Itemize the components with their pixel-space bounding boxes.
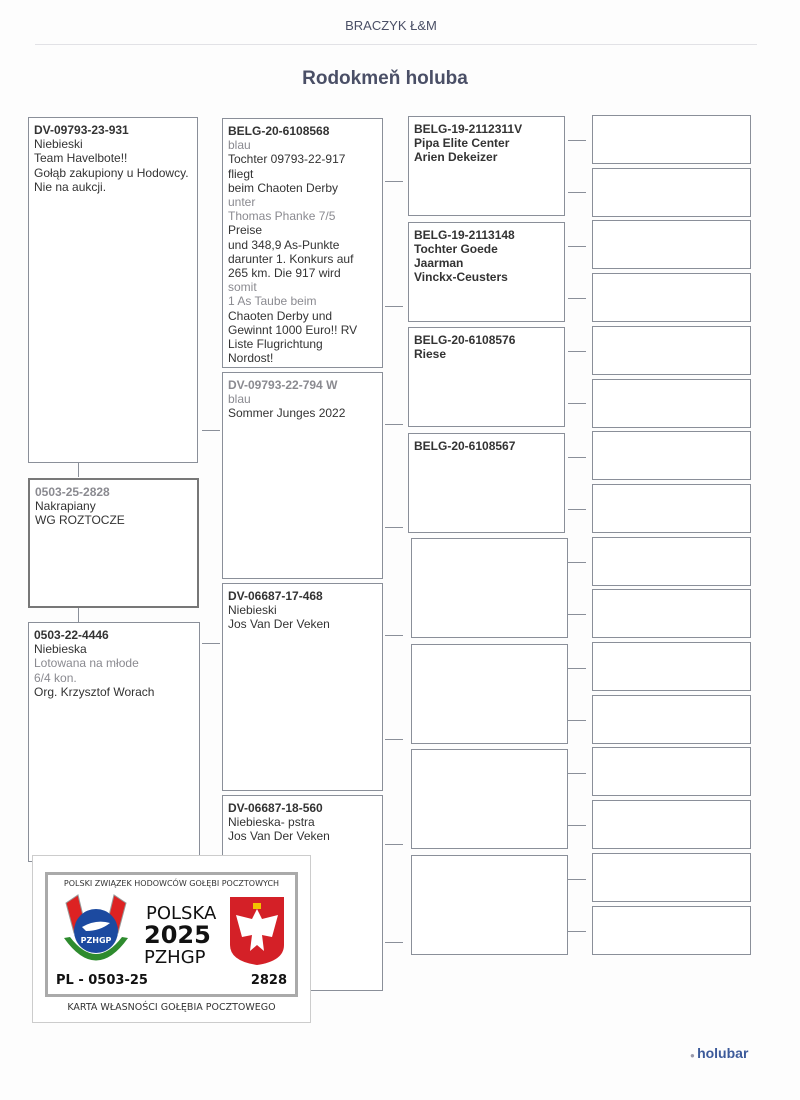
page-title: Rodokmeň holuba	[302, 68, 468, 89]
pigeon-info-line: Riese	[414, 347, 447, 362]
ancestor-box-empty	[592, 906, 751, 955]
polish-eagle-emblem-icon	[228, 895, 286, 967]
connector	[568, 879, 586, 880]
pigeon-info-line: Liste Flugrichtung	[228, 337, 323, 352]
ring-number: DV-06687-18-560	[228, 801, 323, 815]
grandparent-box	[222, 118, 383, 368]
pigeon-info-line: unter	[228, 195, 256, 210]
pigeon-info-line: Tochter Goede	[414, 241, 498, 256]
connector	[385, 527, 403, 528]
pigeon-info-line: blau	[228, 138, 251, 153]
connector	[385, 635, 403, 636]
pigeon-info-line: Nordost!	[228, 351, 274, 366]
pigeon-info-line: Niebieska- pstra	[228, 815, 315, 830]
pigeon-info-line: darunter 1. Konkurs auf	[228, 251, 354, 266]
ancestor-box-empty	[592, 537, 751, 586]
pigeon-info-line: Pipa Elite Center	[414, 136, 510, 151]
great-grandparent-box	[411, 855, 568, 955]
ancestor-box-empty	[592, 589, 751, 638]
pigeon-info-line: Niebieski	[34, 137, 83, 152]
ownership-card	[32, 855, 311, 1023]
svg-text:PZHGP: PZHGP	[80, 936, 112, 945]
pigeon-info-line: Preise	[228, 223, 263, 238]
dam-box	[28, 622, 200, 862]
ancestor-box-empty	[592, 853, 751, 902]
pigeon-info-line: fliegt	[228, 166, 254, 181]
connector	[568, 773, 586, 774]
connector	[385, 739, 403, 740]
pigeon-info-line: 265 km. Die 917 wird	[228, 266, 341, 281]
ring-number: 0503-25-2828	[35, 485, 110, 499]
pigeon-info-line: WG ROZTOCZE	[35, 513, 125, 528]
pigeon-info-line: Jaarman	[414, 255, 464, 270]
pigeon-info-line: Lotowana na młode	[34, 656, 139, 671]
card-union: PZHGP	[144, 947, 206, 968]
connector	[385, 942, 403, 943]
pigeon-info-line: Vinckx-Ceusters	[414, 270, 508, 285]
pigeon-info-line: Nakrapiany	[35, 499, 96, 514]
ancestor-box-empty	[592, 220, 751, 269]
pigeon-info-line: und 348,9 As-Punkte	[228, 237, 340, 252]
card-org: POLSKI ZWIĄZEK HODOWCÓW GOŁĘBI POCZTOWYCH	[63, 879, 280, 888]
connector	[568, 931, 586, 932]
ancestor-box-empty	[592, 168, 751, 217]
grandparent-box	[222, 583, 383, 791]
owner-header: BRACZYK Ł&M	[345, 18, 437, 33]
pigeon-info-line: Gołąb zakupiony u Hodowcy. Nie na aukcji.	[34, 165, 189, 194]
connector	[568, 614, 586, 615]
connector	[568, 298, 586, 299]
ring-number: BELG-19-2112311V	[414, 122, 523, 136]
connector	[568, 457, 586, 458]
pigeon-info-line: Org. Krzysztof Worach	[34, 684, 155, 699]
great-grandparent-box	[411, 538, 568, 638]
ancestor-box-empty	[592, 642, 751, 691]
ancestor-box-empty	[592, 115, 751, 164]
connector	[78, 463, 79, 477]
pigeon-info-line: Jos Van Der Veken	[228, 829, 330, 844]
connector	[385, 306, 403, 307]
pigeon-info-line: Tochter 09793-22-917	[228, 152, 346, 167]
pigeon-info-line: 1 As Taube beim	[228, 294, 317, 309]
pigeon-info-line: Niebieska	[34, 642, 87, 657]
ring-number: DV-06687-17-468	[228, 589, 323, 603]
card-ring-number: 2828	[250, 973, 287, 988]
ring-number: 0503-22-4446	[34, 628, 109, 642]
card-country: POLSKA	[146, 903, 217, 924]
ring-number: BELG-19-2113148	[414, 227, 515, 242]
pigeon-info-line: Sommer Junges 2022	[228, 406, 346, 421]
connector	[385, 181, 403, 182]
connector	[568, 192, 586, 193]
ring-number: BELG-20-6108568	[228, 124, 330, 138]
connector	[568, 246, 586, 247]
ancestor-box-empty	[592, 747, 751, 796]
great-grandparent-box	[411, 749, 568, 849]
pigeon-info-line: Team Havelbote!!	[34, 151, 128, 166]
connector	[568, 720, 586, 721]
subject-box	[28, 478, 199, 608]
pigeon-info-line: beim Chaoten Derby	[228, 180, 339, 195]
card-ring-prefix: PL - 0503-25	[56, 973, 148, 988]
pigeon-info-line: Thomas Phanke 7/5	[228, 209, 336, 224]
pigeon-info-line: Niebieski	[228, 603, 277, 618]
connector	[568, 668, 586, 669]
card-year: 2025	[144, 921, 211, 949]
divider	[35, 44, 757, 45]
connector	[568, 403, 586, 404]
ancestor-box-empty	[592, 431, 751, 480]
pigeon-info-line: blau	[228, 392, 251, 407]
connector	[568, 509, 586, 510]
connector	[568, 825, 586, 826]
grandparent-box	[222, 372, 383, 579]
great-grandparent-box	[408, 327, 565, 427]
great-grandparent-box	[408, 222, 565, 322]
pigeon-info-line: somit	[228, 280, 257, 295]
ring-number: DV-09793-22-794 W	[228, 378, 338, 392]
ancestor-box-empty	[592, 800, 751, 849]
pigeon-info-line: 6/4 kon.	[34, 670, 77, 685]
pigeon-info-line: Chaoten Derby und	[228, 308, 333, 323]
sire-box	[28, 117, 198, 463]
pigeon-info-line: Gewinnt 1000 Euro!! RV	[228, 322, 358, 337]
ancestor-box-empty	[592, 695, 751, 744]
connector	[568, 351, 586, 352]
pigeon-info-line: Arien Dekeizer	[414, 150, 498, 165]
connector	[568, 140, 586, 141]
ring-number: BELG-20-6108576	[414, 333, 516, 347]
ring-number: BELG-20-6108567	[414, 438, 516, 453]
connector	[202, 430, 220, 431]
connector	[78, 608, 79, 622]
great-grandparent-box	[408, 433, 565, 533]
connector	[385, 844, 403, 845]
card-caption: KARTA WŁASNOŚCI GOŁĘBIA POCZTOWEGO	[67, 1002, 276, 1013]
great-grandparent-box	[411, 644, 568, 744]
holubar-logo: ● holubar	[690, 1045, 749, 1061]
pzhgp-emblem-icon	[56, 893, 136, 971]
ring-number: DV-09793-23-931	[34, 123, 129, 137]
ancestor-box-empty	[592, 273, 751, 322]
ancestor-box-empty	[592, 484, 751, 533]
connector	[202, 643, 220, 644]
pigeon-info-line: Jos Van Der Veken	[228, 617, 330, 632]
connector	[385, 424, 403, 425]
ancestor-box-empty	[592, 326, 751, 375]
great-grandparent-box	[408, 116, 565, 216]
ancestor-box-empty	[592, 379, 751, 428]
connector	[568, 562, 586, 563]
